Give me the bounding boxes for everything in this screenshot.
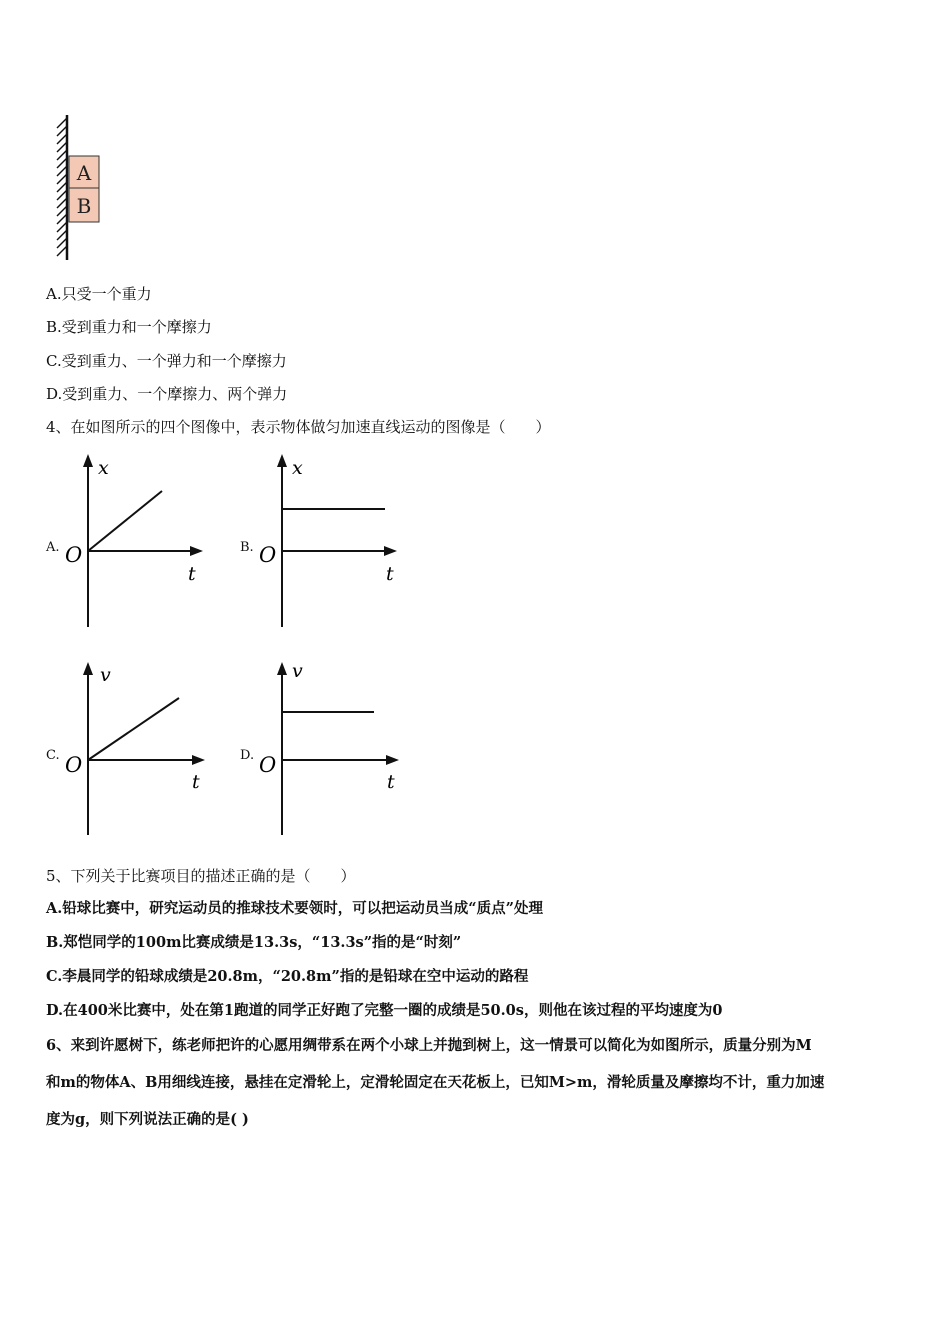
graph-b-origin: O bbox=[259, 543, 277, 567]
q6-line-1: 6、来到许愿树下，练老师把许的心愿用绸带系在两个小球上并抛到树上，这一情景可以简化为如图所示，质量分别为M bbox=[46, 1037, 812, 1054]
wall-hatching bbox=[57, 118, 67, 256]
q5-option-b: B.郑恺同学的100m比赛成绩是13.3s，“13.3s”指的是“时刻” bbox=[46, 934, 462, 951]
graph-a-letter: A. bbox=[46, 540, 60, 555]
block-a-label: A bbox=[76, 161, 92, 185]
graph-d bbox=[254, 660, 404, 838]
graph-a-x-label: t bbox=[188, 563, 196, 585]
graph-a bbox=[60, 452, 210, 630]
y-arrow-icon bbox=[83, 454, 93, 467]
q3-option-b: B.受到重力和一个摩擦力 bbox=[46, 318, 212, 336]
graph-d-letter: D. bbox=[240, 748, 255, 763]
graph-c-x-label: t bbox=[192, 771, 200, 793]
x-arrow-icon bbox=[386, 755, 399, 765]
q4-stem: 4、在如图所示的四个图像中，表示物体做匀加速直线运动的图像是（ ） bbox=[46, 418, 551, 436]
graph-b bbox=[254, 452, 404, 630]
graph-d-y-label: v bbox=[292, 660, 303, 682]
graph-c-letter: C. bbox=[46, 748, 60, 763]
wall-block-figure bbox=[50, 110, 110, 265]
graph-c-y-label: v bbox=[100, 664, 111, 686]
graph-c-line bbox=[88, 698, 179, 760]
x-arrow-icon bbox=[192, 755, 205, 765]
y-arrow-icon bbox=[83, 662, 93, 675]
q5-option-d: D.在400米比赛中，处在第1跑道的同学正好跑了完整一圈的成绩是50.0s，则他在该过程的平均速度为0 bbox=[46, 1002, 723, 1019]
q5-option-c: C.李晨同学的铅球成绩是20.8m，“20.8m”指的是铅球在空中运动的路程 bbox=[46, 968, 529, 985]
q3-option-c: C.受到重力、一个弹力和一个摩擦力 bbox=[46, 352, 287, 370]
graph-a-origin: O bbox=[65, 543, 83, 567]
graph-c bbox=[60, 660, 210, 838]
q6-line-2: 和m的物体A、B用细线连接，悬挂在定滑轮上，定滑轮固定在天花板上，已知M>m，滑轮质量及摩擦均不计，重力加速 bbox=[46, 1074, 825, 1091]
x-arrow-icon bbox=[384, 546, 397, 556]
x-arrow-icon bbox=[190, 546, 203, 556]
graph-c-origin: O bbox=[65, 753, 83, 777]
q6-line-3: 度为g，则下列说法正确的是( ) bbox=[46, 1111, 249, 1128]
graph-d-origin: O bbox=[259, 753, 277, 777]
graph-b-x-label: t bbox=[386, 563, 394, 585]
q3-option-a: A.只受一个重力 bbox=[46, 285, 152, 303]
y-arrow-icon bbox=[277, 662, 287, 675]
graph-b-y-label: x bbox=[292, 457, 303, 479]
graph-a-y-label: x bbox=[98, 457, 109, 479]
block-b-label: B bbox=[76, 194, 92, 218]
q5-option-a: A.铅球比赛中，研究运动员的推球技术要领时，可以把运动员当成“质点”处理 bbox=[46, 900, 543, 917]
q3-option-d: D.受到重力、一个摩擦力、两个弹力 bbox=[46, 385, 288, 403]
graph-a-line bbox=[88, 491, 162, 551]
q5-stem: 5、下列关于比赛项目的描述正确的是（ ） bbox=[46, 867, 356, 885]
graph-d-x-label: t bbox=[387, 771, 395, 793]
graph-b-letter: B. bbox=[240, 540, 254, 555]
y-arrow-icon bbox=[277, 454, 287, 467]
